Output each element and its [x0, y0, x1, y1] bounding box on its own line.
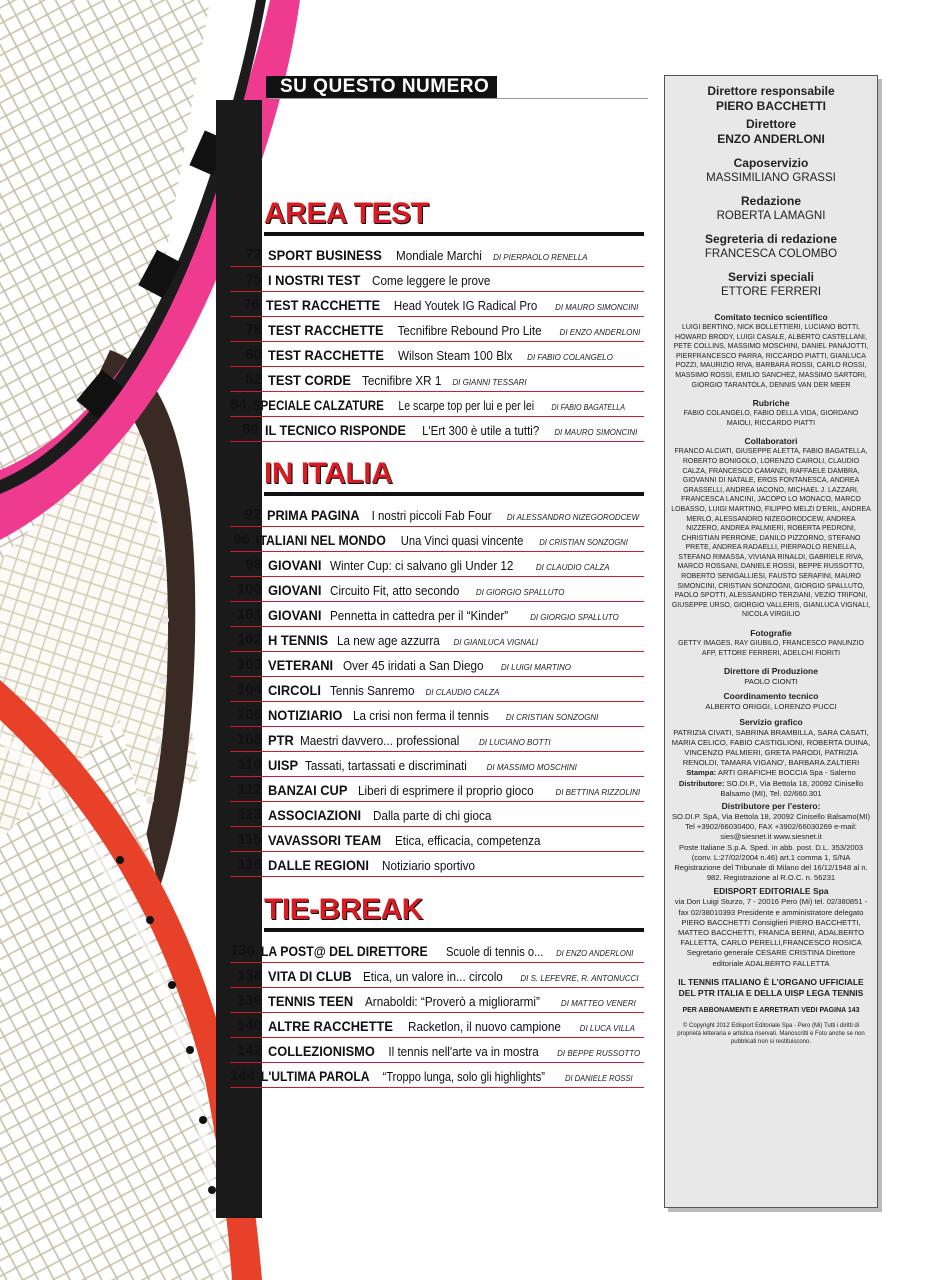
toc-row[interactable]	[230, 577, 644, 602]
comitato-names: LUIGI BERTINO, NICK BOLLETTIERI, LUCIANO BOTTI, HOWARD BRODY, LUIGI CASALE, ALBERTO CASTELLANI, PETE COLLINS, MASSIMO MOSCHINI, DANIEL PANAJOTTI, PIERFRANCESCO PARRA, RICCARDO PIATTI, GIANLUCA POZZI, MAURIZIO RIVA, BARBARA ROSSI, CARLO ROSSI, MASSIMO ROSSI, EMILIO SANCHEZ, MASSIMO SARTORI, GIORGIO TARANTOLA, DENNIS VAN DER MEER	[673, 324, 869, 389]
article-title: Racketlon, il nuovo campione	[407, 1019, 561, 1034]
toc-row[interactable]	[230, 938, 644, 963]
abbonamenti-note: PER ABBONAMENTI E ARRETRATI VEDI PAGINA 143	[682, 1006, 860, 1014]
author: DI S. LEFEVRE, R. ANTONUCCI	[520, 974, 639, 983]
author: DI LUIGI MARTINO	[500, 663, 571, 672]
page-number: 144	[230, 1067, 256, 1084]
toc-row[interactable]	[230, 677, 644, 702]
toc-row[interactable]	[230, 602, 644, 627]
section-rule	[264, 492, 644, 496]
article-title: Wilson Steam 100 Blx	[398, 348, 513, 363]
segreteria-name: FRANCESCA COLOMBO	[704, 248, 838, 260]
rubric-label: COLLEZIONISMO	[267, 1043, 375, 1059]
rubric-label: TEST RACCHETTE	[265, 297, 380, 313]
rubric-label: NOTIZIARIO	[268, 707, 343, 723]
page-number: 84	[230, 396, 247, 413]
page-number: 113	[237, 806, 262, 823]
page-number: 101	[236, 606, 262, 623]
rubric-label: UISP	[268, 757, 299, 773]
rubric-label: ITALIANI NEL MONDO	[256, 532, 387, 548]
article-title: La crisi non ferma il tennis	[352, 708, 489, 723]
toc-row[interactable]	[230, 652, 644, 677]
rubric-label: VITA DI CLUB	[268, 968, 352, 984]
author: DI BEPPE RUSSOTTO	[557, 1049, 641, 1058]
author: DI MAURO SIMONCINI	[554, 428, 638, 437]
toc-row[interactable]	[230, 827, 644, 852]
author: DI MASSIMO MOSCHINI	[486, 763, 577, 772]
article-title: Winter Cup: ci salvano gli Under 12	[330, 558, 514, 573]
page-number: 75	[245, 271, 262, 288]
fotografie-names: GETTY IMAGES, RAY GIUBILO, FRANCESCO PANUNZIO AFP, ETTORE FERRERI, ADELCHI FIORITI	[678, 640, 864, 657]
produzione-label: Direttore di Produzione	[724, 666, 818, 677]
grafico-label: Servizio grafico	[739, 716, 803, 727]
article-title: L'Ert 300 è utile a tutti?	[422, 423, 540, 438]
rubric-label: DALLE REGIONI	[268, 857, 369, 873]
article-title: Scuole di tennis o...	[445, 944, 544, 959]
comitato-label: Comitato tecnico scientifico	[714, 312, 828, 322]
toc-row[interactable]	[230, 852, 644, 877]
page-number: 104	[236, 681, 262, 698]
rubric-label: GIOVANI	[268, 607, 322, 623]
coord-names: ALBERTO ORIGGI, LORENZO PUCCI	[705, 702, 837, 712]
section-rule	[264, 232, 644, 236]
toc-row[interactable]	[230, 552, 644, 577]
caposervizio-name: MASSIMILIANO GRASSI	[706, 172, 836, 184]
article-title: “Troppo lunga, solo gli highlights”	[382, 1069, 546, 1084]
author: DI DANIELE ROSSI	[565, 1074, 633, 1083]
page-number: 110	[237, 756, 262, 773]
rubric-label: VETERANI	[268, 657, 334, 673]
rubric-label: GIOVANI	[268, 557, 322, 573]
grafico-names: PATRIZIA CIVATI, SABRINA BRAMBILLA, SARA CASATI, MARIA CELICO, FABIO CASTIGLIONI, ROBERTA DUINA, VINCENZO PALMIERI, GRETA PARODI, PATRIZIA RENOLDI, TAMARA VIGANO', BARBARA ZALTIERI	[671, 727, 871, 768]
article-title: Tassati, tartassati e discriminati	[304, 758, 467, 773]
article-title: Mondiale Marchi	[395, 248, 482, 263]
author: DI LUCA VILLA	[579, 1024, 635, 1033]
title-rule	[268, 98, 648, 99]
article-title: Notiziario sportivo	[381, 858, 475, 873]
page-number: 89	[242, 421, 259, 438]
redazione-name: ROBERTA LAMAGNI	[716, 210, 826, 222]
servizi-label: Servizi speciali	[727, 270, 815, 284]
article-title: Circuito Fit, atto secondo	[330, 583, 460, 598]
author: DI ALESSANDRO NIZEGORODCEW	[506, 513, 640, 522]
rubric-label: TEST RACCHETTE	[268, 347, 384, 363]
author: DI ENZO ANDERLONI	[559, 328, 641, 337]
article-title: Etica, un valore in... circolo	[363, 969, 503, 984]
article-title: Tecnifibre XR 1	[362, 373, 442, 388]
toc-row[interactable]	[230, 392, 644, 417]
editore-info: via Don Luigi Sturzo, 7 - 20016 Pero (Mi) tel. 02/380851 - fax 02/38010393 Presidente e amministratore delegato PIERO BACCHETTI Consiglieri PIERO BACCHETTI, MATTEO BACCHETTI, FRANCA BERNI, ADALBERTO FALLETTA, CARLO PERELLI,FRANCESCO ROSICA Segretario generale CESARE CRISTINA Direttore editoriale ADALBERTO FALLETTA	[674, 897, 868, 968]
page-number: 92	[244, 506, 262, 523]
distributore-value: SO.DI.P., Via Bettola 18, 20092 Cinisello Balsamo (MI), Tel. 02/660.301	[720, 778, 864, 798]
toc-row[interactable]	[230, 317, 644, 342]
poste-info: Poste Italiane S.p.A. Sped. in abb. post. D.L. 353/2003 (conv. L:27/02/2004 n.46) art.1 comma 1, S/NA Registrazione del Tribunale di Milano del 16/12/1948 al n. 982. Registrazione al R.O.C. n. 56231	[674, 842, 868, 883]
direttore-name: ENZO ANDERLONI	[717, 132, 825, 146]
page-number: 108	[236, 731, 262, 748]
page-number: 96	[233, 531, 251, 548]
toc-row[interactable]	[230, 752, 644, 777]
rubric-label: PRIMA PAGINA	[267, 507, 360, 523]
article-title: Una Vinci quasi vincente	[401, 533, 524, 548]
rubric-label: CIRCOLI	[268, 682, 321, 698]
page-number: 112	[237, 781, 262, 798]
toc-row[interactable]	[230, 802, 644, 827]
rubric-label: TENNIS TEEN	[268, 993, 354, 1009]
toc-row[interactable]	[230, 627, 644, 652]
page-title: SU QUESTO NUMERO	[266, 76, 497, 98]
toc-row[interactable]	[230, 1013, 644, 1038]
colophon-box	[664, 75, 878, 1208]
toc-row[interactable]	[230, 702, 644, 727]
toc-row[interactable]	[230, 292, 644, 317]
toc-row[interactable]	[230, 417, 644, 442]
page-number: 72	[245, 246, 262, 263]
author: DI FABIO COLANGELO	[527, 353, 613, 362]
toc-row[interactable]	[230, 988, 644, 1013]
article-title: Le scarpe top per lui e per lei	[398, 398, 535, 413]
toc-row[interactable]	[230, 527, 644, 552]
page-number: 98	[245, 556, 262, 573]
page-number: 103	[236, 656, 262, 673]
author: DI MATTEO VENERI	[560, 999, 636, 1008]
toc-row[interactable]	[230, 502, 644, 527]
article-title: I nostri piccoli Fab Four	[371, 508, 492, 523]
article-title: Arnaboldi: “Proverò a migliorarmi”	[364, 994, 540, 1009]
toc-row[interactable]	[230, 963, 644, 988]
coord-label: Coordinamento tecnico	[723, 691, 819, 702]
collaboratori-names: FRANCO ALCIATI, GIUSEPPE ALETTA, FABIO BAGATELLA, ROBERTO BONIGOLO, LORENZO CAIROLI, CLAUDIO CALZA, FRANCESCO CAMANZI, RAFFAELE DAMBRA, GIOVANNI DI NATALE, EROS FONTANESCA, ANDREA GRASSELLI, ANDREA IACONO, MICHAEL J. LAZZARI, FRANCESCA LANCINI, JACOPO LO MONACO, MARCO LOBASSO, LUIGI MARTINO, FILIPPO MELZI D'ERIL, ANDREA MERLO, ALESSANDRO NIZEGORODCEW, ANDREA NIZZERO, ANDREA PALMIERI, ROBERTA PEDRONI, CHRISTIAN PERRONE, DANILO PIZZORNO, STEFANO PRETE, ANDREA RADAELLI, PIERPAOLO RENELLA, STEFANO RIMASSA, VIVIANA RINALDI, GABRIELE RIVA, MARCO ROSSANI, DANIELE ROSSI, BEPPE RUSSOTTO, ROBERTO SENIGALLIESI, FAUSTO SERAFINI, MAURO SIMONCINI, CRISTIAN SONZOGNI, GIORGIO SPALLUTO, PAOLO SPOTTI, ALESSANDRO TERZIANI, VEZIO TRIFONI, GIUSEPPE URSO, GIORGIO VALLERIS, GIANLUCA VIGNALI, NICOLA VIRGILIO	[671, 448, 871, 619]
toc-row[interactable]	[230, 367, 644, 392]
rubric-label: L'ULTIMA PAROLA	[260, 1068, 370, 1084]
page-number: 78	[245, 321, 262, 338]
rubriche-names: FABIO COLANGELO, FABIO DELLA VIDA, GIORDANO MAIOLI, RICCARDO PIATTI	[683, 410, 859, 427]
page-number: 100	[236, 581, 262, 598]
toc-row[interactable]	[230, 727, 644, 752]
page-number: 76	[242, 296, 260, 313]
author: DI LUCIANO BOTTI	[479, 738, 551, 747]
distributore-label: Distributore:	[678, 778, 725, 788]
rubric-label: TEST RACCHETTE	[267, 322, 384, 338]
author: DI CLAUDIO CALZA	[425, 688, 500, 697]
rubric-label: LA POST@ DEL DIRETTORE	[260, 943, 428, 959]
page-number: 115	[237, 831, 262, 848]
toc-row[interactable]	[230, 1038, 644, 1063]
rubric-label: SPORT BUSINESS	[268, 247, 382, 263]
article-title: Tecnifibre Rebound Pro Lite	[397, 323, 542, 338]
rubric-label: ALTRE RACCHETTE	[268, 1018, 393, 1034]
rubric-label: BANZAI CUP	[268, 782, 348, 798]
toc-row[interactable]	[230, 1063, 644, 1088]
page-number: 139	[236, 992, 262, 1009]
page-number: 140	[236, 1017, 262, 1034]
page-number: 106	[236, 706, 262, 723]
rubric-label: IL TECNICO RISPONDE	[264, 422, 406, 438]
fotografie-label: Fotografie	[750, 628, 792, 639]
author: DI FABIO BAGATELLA	[551, 403, 625, 412]
author: DI GIORGIO SPALLUTO	[475, 588, 565, 597]
page-number: 116	[237, 856, 262, 873]
toc-row[interactable]	[230, 777, 644, 802]
servizi-name: ETTORE FERRERI	[720, 286, 822, 298]
rubric-label: H TENNIS	[268, 632, 329, 648]
article-title: La new age azzurra	[337, 633, 441, 648]
article-title: Come leggere le prove	[372, 273, 491, 288]
article-title: Maestri davvero... professional	[300, 733, 460, 748]
author: DI GIANLUCA VIGNALI	[453, 638, 539, 647]
stampa-value: ARTI GRAFICHE BOCCIA Spa - Salerno	[717, 768, 856, 778]
article-title: Liberi di esprimere il proprio gioco	[358, 783, 534, 798]
page-number: 82	[245, 371, 262, 388]
author: DI MAURO SIMONCINI	[554, 303, 638, 312]
author: DI PIERPAOLO RENELLA	[493, 253, 588, 262]
author: DI ENZO ANDERLONI	[556, 949, 634, 958]
author: DI CLAUDIO CALZA	[535, 563, 610, 572]
direttore-resp-name: PIERO BACCHETTI	[715, 99, 826, 113]
collaboratori-label: Collaboratori	[744, 436, 798, 447]
article-title: Etica, efficacia, competenza	[394, 833, 541, 848]
direttore-label: Direttore	[745, 117, 796, 131]
rubric-label: SPECIALE CALZATURE	[252, 397, 384, 413]
editore-label: EDISPORT EDITORIALE Spa	[713, 886, 829, 897]
redazione-label: Redazione	[740, 194, 801, 208]
rubric-label: ASSOCIAZIONI	[268, 807, 362, 823]
copyright: © Copyright 2012 Edisport Editoriale Spa - Pero (Mi) Tutti i diritti di proprietà letteraria e artistica riservati. Manoscritti e Foto anche se non pubblicati non si restituiscono.	[677, 1022, 865, 1045]
estero-label: Distributore per l'estero:	[721, 801, 821, 812]
author: DI GIANNI TESSARI	[452, 378, 527, 387]
article-title: Head Youtek IG Radical Pro	[393, 298, 537, 313]
article-title: Dalla parte di chi gioca	[373, 808, 492, 823]
toc-row[interactable]	[230, 267, 644, 292]
page-number: 80	[245, 346, 262, 363]
stampa-label: Stampa:	[686, 768, 717, 778]
section-title-tie-break: TIE-BREAK	[264, 893, 423, 926]
rubric-label: VAVASSORI TEAM	[268, 832, 382, 848]
author: DI CRISTIAN SONZOGNI	[539, 538, 629, 547]
article-title: Over 45 iridati a San Diego	[342, 658, 484, 673]
estero-value: SO.DI.P. SpA, Via Bettola 18, 20092 Cinisello Balsamo(MI) Tel +3902/66030400, FAX +3902/66030269 e-mail: sies@siesnet.it www.siesnet.it	[671, 812, 871, 842]
toc-row[interactable]	[230, 242, 644, 267]
author: DI BETTINA RIZZOLINI	[555, 788, 641, 797]
article-title: Il tennis nell'arte va in mostra	[388, 1044, 539, 1059]
section-title-in-italia: IN ITALIA	[264, 457, 393, 490]
organo-ufficiale: IL TENNIS ITALIANO È L'ORGANO UFFICIALE DEL PTR ITALIA E DELLA UISP LEGA TENNIS	[678, 976, 864, 998]
toc-row[interactable]	[230, 342, 644, 367]
page-number: 102	[236, 631, 262, 648]
direttore-resp-label: Direttore responsabile	[707, 84, 835, 98]
rubric-label: TEST CORDE	[268, 372, 352, 388]
section-rule	[264, 928, 644, 932]
page-number: 136	[230, 942, 256, 959]
rubric-label: GIOVANI	[268, 582, 322, 598]
page-number: 142	[236, 1042, 262, 1059]
rubriche-label: Rubriche	[752, 398, 790, 409]
rubric-label: I NOSTRI TEST	[268, 272, 361, 288]
author: DI GIORGIO SPALLUTO	[530, 613, 619, 622]
author: DI CRISTIAN SONZOGNI	[505, 713, 599, 722]
rubric-label: PTR	[268, 732, 294, 748]
produzione-name: PAOLO CIONTI	[744, 677, 798, 687]
segreteria-label: Segreteria di redazione	[704, 232, 838, 246]
article-title: Pennetta in cattedra per il “Kinder”	[330, 608, 509, 623]
page-number: 138	[236, 967, 262, 984]
article-title: Tennis Sanremo	[329, 683, 415, 698]
section-title-area-test: AREA TEST	[264, 197, 429, 230]
caposervizio-label: Caposervizio	[733, 156, 809, 170]
